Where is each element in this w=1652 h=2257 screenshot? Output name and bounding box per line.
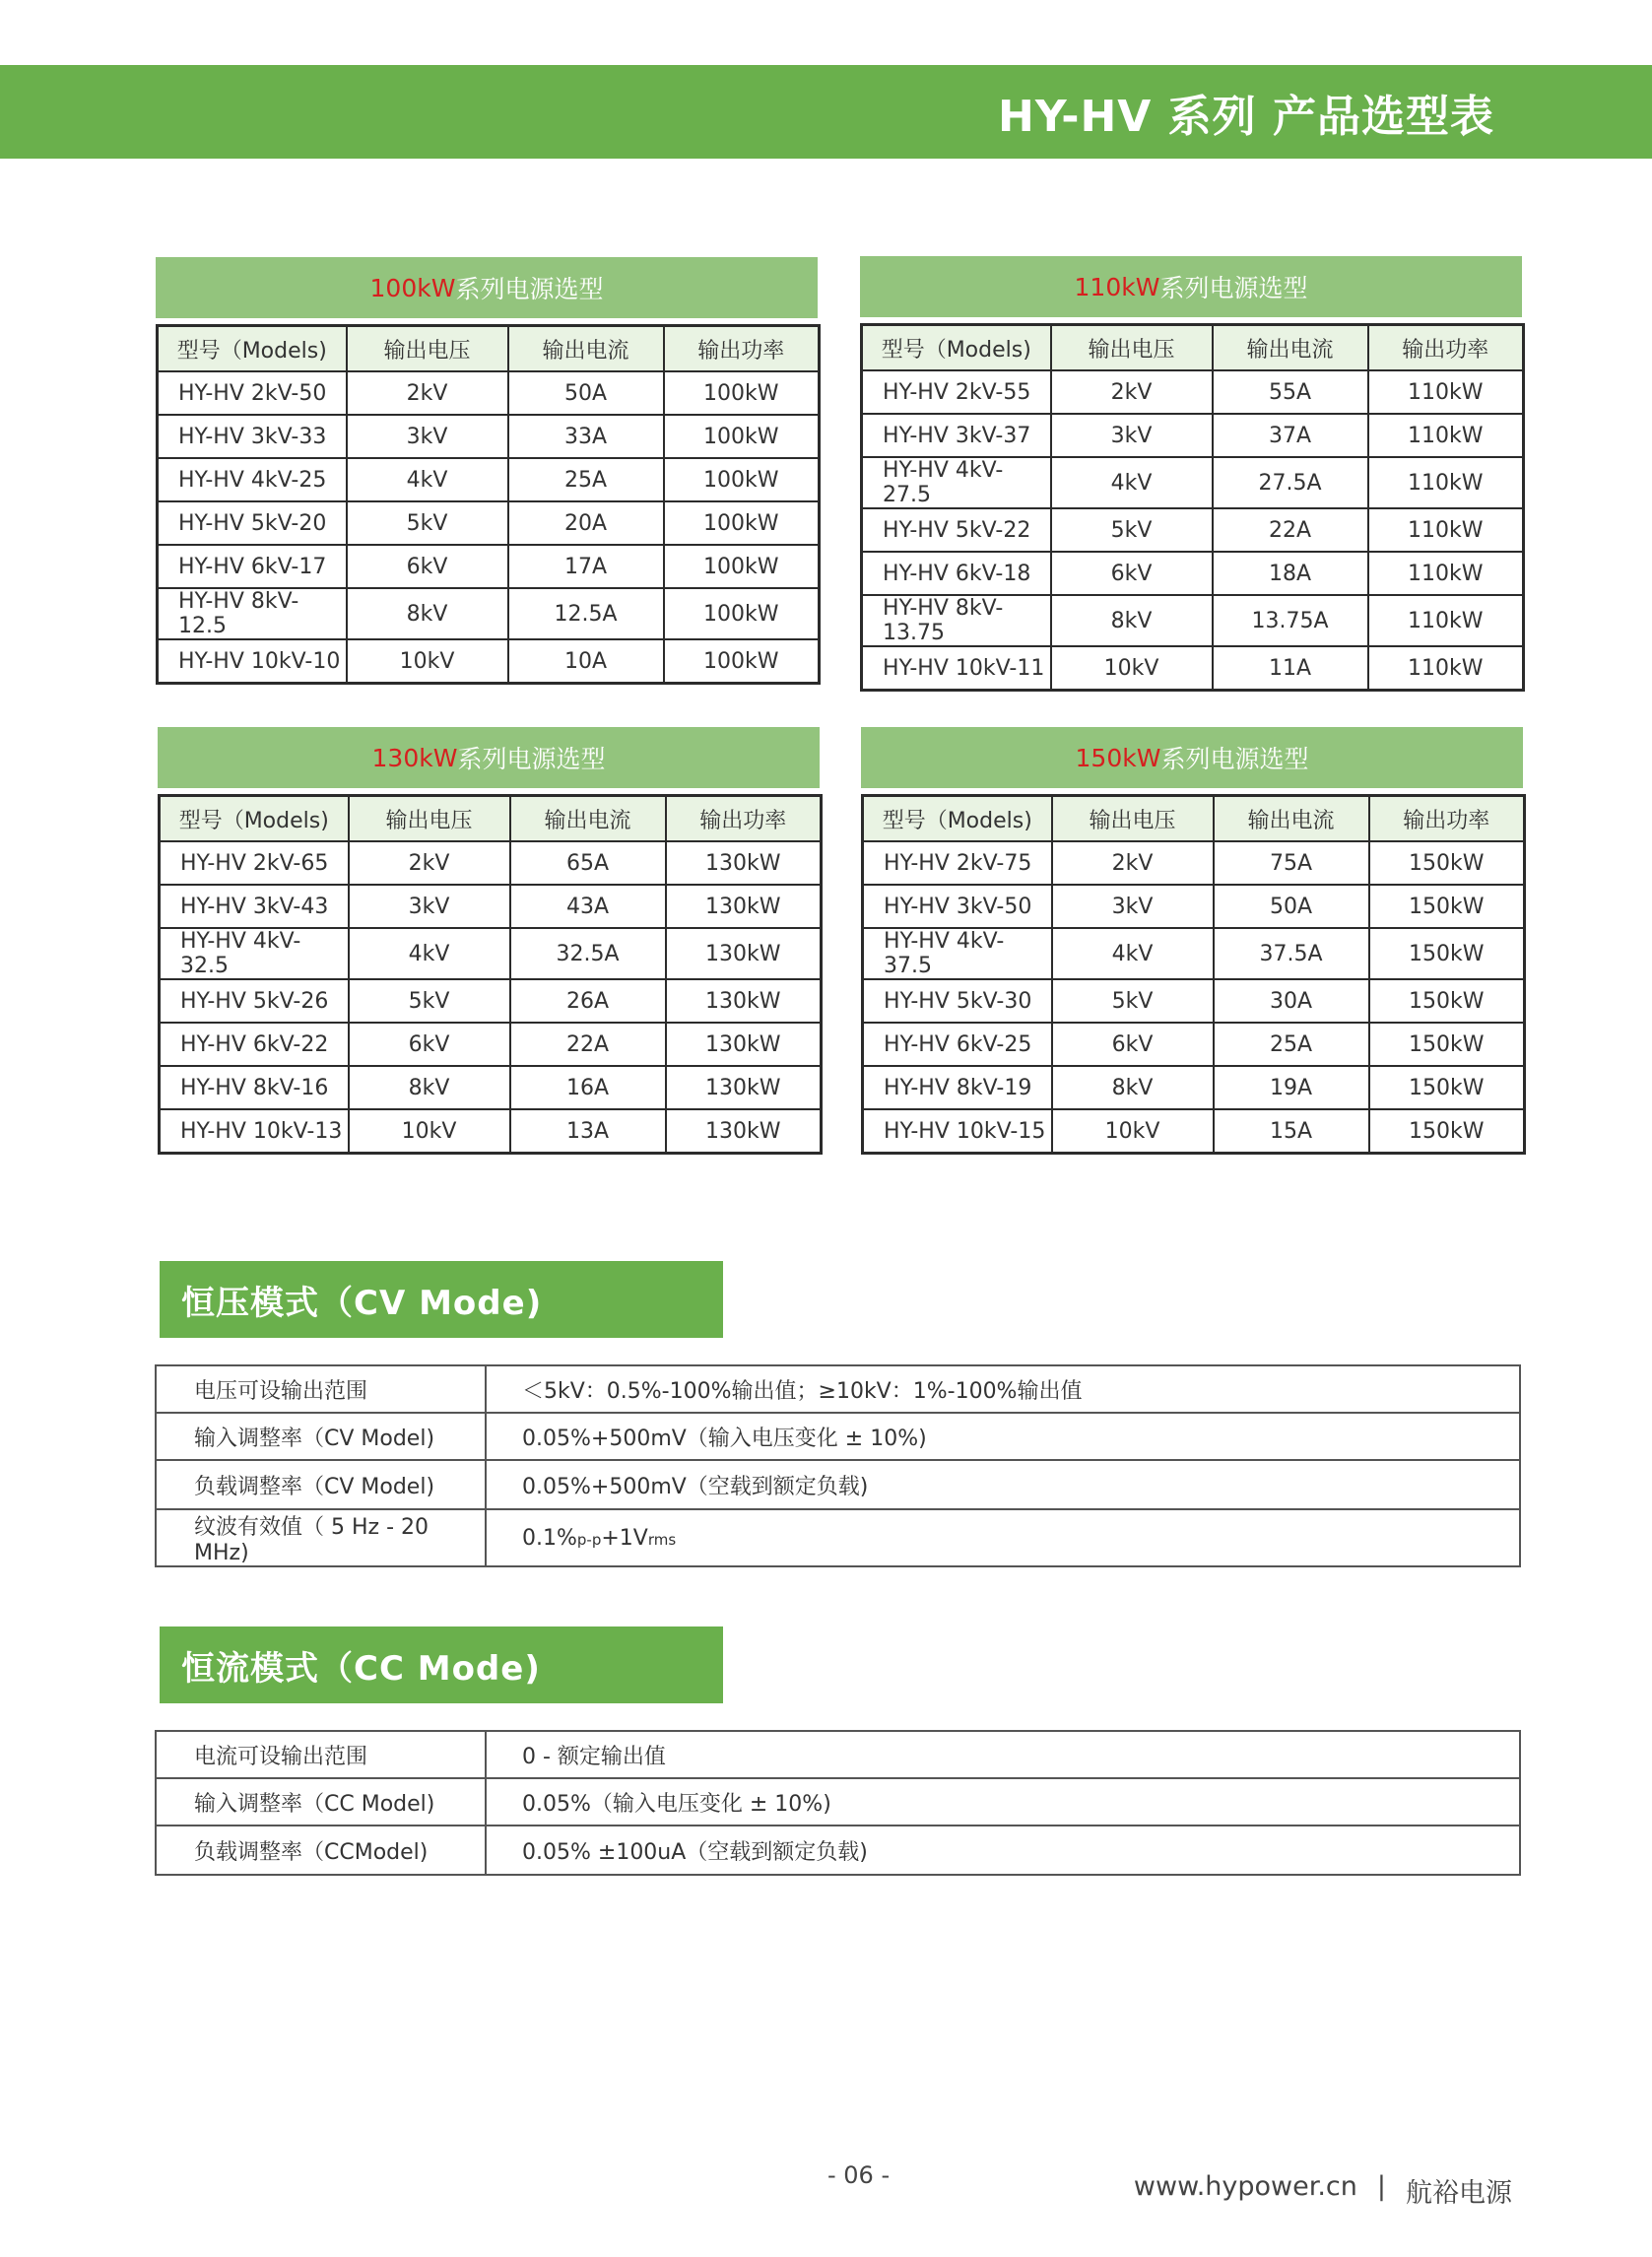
table-row — [863, 1109, 1525, 1154]
power-cell: 110kW — [1368, 508, 1524, 552]
table-row — [158, 415, 820, 458]
product-table-150kw — [861, 727, 1523, 1155]
table-caption: 110kW 系列电源选型 — [860, 256, 1522, 317]
column-header: 输出电压 — [1051, 325, 1213, 371]
voltage-cell: 3kV — [349, 885, 510, 928]
table-row — [156, 1826, 1520, 1875]
cv-mode-banner: 恒压模式（CV Mode) — [160, 1261, 723, 1338]
spec-table — [860, 323, 1525, 692]
voltage-cell: 2kV — [347, 371, 508, 415]
voltage-cell: 4kV — [1051, 457, 1213, 508]
power-cell: 130kW — [666, 1066, 822, 1109]
model-cell: HY-HV 8kV-13.75 — [862, 595, 1051, 646]
current-cell: 19A — [1214, 1066, 1369, 1109]
table-row — [156, 1365, 1520, 1413]
current-cell: 30A — [1214, 979, 1369, 1023]
table-header-row — [862, 325, 1524, 371]
power-cell: 150kW — [1369, 1023, 1525, 1066]
cv-mode-table — [155, 1364, 1521, 1567]
current-cell: 25A — [1214, 1023, 1369, 1066]
current-cell: 20A — [508, 501, 664, 545]
table-row — [156, 1731, 1520, 1778]
footer-site — [1134, 2171, 1512, 2210]
table-row — [863, 979, 1525, 1023]
current-cell: 33A — [508, 415, 664, 458]
model-cell: HY-HV 2kV-75 — [863, 841, 1052, 885]
voltage-cell: 10kV — [349, 1109, 510, 1154]
model-cell: HY-HV 3kV-33 — [158, 415, 347, 458]
spec-label: 输入调整率（CC Model) — [156, 1778, 486, 1826]
power-cell: 100kW — [664, 371, 820, 415]
column-header: 输出电流 — [1214, 796, 1369, 842]
voltage-cell: 5kV — [347, 501, 508, 545]
column-header: 输出电压 — [1052, 796, 1214, 842]
voltage-cell: 3kV — [1052, 885, 1214, 928]
column-header: 输出电流 — [1213, 325, 1368, 371]
current-cell: 26A — [510, 979, 666, 1023]
spec-label: 纹波有效值（ 5 Hz - 20 MHz) — [156, 1509, 486, 1566]
model-cell: HY-HV 2kV-50 — [158, 371, 347, 415]
current-cell: 65A — [510, 841, 666, 885]
current-cell: 13A — [510, 1109, 666, 1154]
brand-name: 航裕电源 — [1406, 2178, 1512, 2209]
power-cell: 100kW — [664, 501, 820, 545]
voltage-cell: 6kV — [349, 1023, 510, 1066]
cc-mode-table — [155, 1730, 1521, 1876]
table-row — [862, 646, 1524, 691]
model-cell: HY-HV 6kV-22 — [160, 1023, 349, 1066]
spec-table — [156, 324, 821, 685]
power-cell: 130kW — [666, 928, 822, 979]
model-cell: HY-HV 4kV-37.5 — [863, 928, 1052, 979]
model-cell: HY-HV 2kV-65 — [160, 841, 349, 885]
current-cell: 25A — [508, 458, 664, 501]
power-cell: 100kW — [664, 639, 820, 684]
table-row — [160, 885, 822, 928]
spec-value: 0.05%（输入电压变化 ± 10%) — [486, 1778, 1520, 1826]
current-cell: 22A — [510, 1023, 666, 1066]
spec-label: 负载调整率（CCModel) — [156, 1826, 486, 1875]
spec-label: 负载调整率（CV Model) — [156, 1460, 486, 1509]
spec-label: 电压可设输出范围 — [156, 1365, 486, 1413]
power-cell: 150kW — [1369, 979, 1525, 1023]
voltage-cell: 6kV — [1052, 1023, 1214, 1066]
model-cell: HY-HV 10kV-11 — [862, 646, 1051, 691]
column-header: 型号（Models) — [862, 325, 1051, 371]
current-cell: 50A — [508, 371, 664, 415]
power-cell: 110kW — [1368, 414, 1524, 457]
spec-value: 0.05%+500mV（输入电压变化 ± 10%) — [486, 1413, 1520, 1460]
model-cell: HY-HV 8kV-12.5 — [158, 588, 347, 639]
column-header: 输出功率 — [1369, 796, 1525, 842]
current-cell: 11A — [1213, 646, 1368, 691]
voltage-cell: 10kV — [1052, 1109, 1214, 1154]
website-link[interactable]: www.hypower.cn — [1133, 2171, 1357, 2202]
current-cell: 43A — [510, 885, 666, 928]
table-row — [160, 1023, 822, 1066]
model-cell: HY-HV 3kV-50 — [863, 885, 1052, 928]
spec-value: 0.05% ±100uA（空载到额定负载) — [486, 1826, 1520, 1875]
product-table-110kw — [860, 256, 1522, 692]
power-cell: 130kW — [666, 841, 822, 885]
power-cell: 130kW — [666, 885, 822, 928]
header-band — [0, 65, 1652, 159]
footer-separator: | — [1376, 2171, 1386, 2202]
table-row — [158, 371, 820, 415]
voltage-cell: 3kV — [1051, 414, 1213, 457]
power-cell: 130kW — [666, 1109, 822, 1154]
power-cell: 130kW — [666, 1023, 822, 1066]
power-cell: 150kW — [1369, 928, 1525, 979]
spec-value: 0.1%p-p+1Vrms — [486, 1509, 1520, 1566]
page-title: HY-HV 系列 产品选型表 — [998, 91, 1494, 142]
power-cell: 150kW — [1369, 1109, 1525, 1154]
current-cell: 27.5A — [1213, 457, 1368, 508]
column-header: 型号（Models) — [160, 796, 349, 842]
model-cell: HY-HV 6kV-17 — [158, 545, 347, 588]
table-row — [863, 1023, 1525, 1066]
table-row — [862, 370, 1524, 414]
table-row — [156, 1413, 1520, 1460]
product-table-100kw — [156, 257, 818, 685]
model-cell: HY-HV 5kV-26 — [160, 979, 349, 1023]
power-cell: 100kW — [664, 415, 820, 458]
column-header: 输出电压 — [347, 326, 508, 372]
table-row — [863, 1066, 1525, 1109]
table-caption: 100kW 系列电源选型 — [156, 257, 818, 318]
spec-label: 输入调整率（CV Model) — [156, 1413, 486, 1460]
table-row — [158, 501, 820, 545]
table-caption: 150kW 系列电源选型 — [861, 727, 1523, 788]
column-header: 型号（Models) — [158, 326, 347, 372]
spec-value: 0.05%+500mV（空载到额定负载) — [486, 1460, 1520, 1509]
table-header-row — [160, 796, 822, 842]
power-cell: 110kW — [1368, 595, 1524, 646]
voltage-cell: 3kV — [347, 415, 508, 458]
current-cell: 75A — [1214, 841, 1369, 885]
model-cell: HY-HV 4kV-32.5 — [160, 928, 349, 979]
spec-table — [158, 794, 823, 1155]
power-cell: 100kW — [664, 545, 820, 588]
voltage-cell: 10kV — [347, 639, 508, 684]
model-cell: HY-HV 8kV-19 — [863, 1066, 1052, 1109]
table-row — [156, 1778, 1520, 1826]
spec-value: 0 - 额定输出值 — [486, 1731, 1520, 1778]
table-row — [158, 545, 820, 588]
voltage-cell: 5kV — [349, 979, 510, 1023]
column-header: 输出功率 — [666, 796, 822, 842]
voltage-cell: 2kV — [1051, 370, 1213, 414]
model-cell: HY-HV 4kV-27.5 — [862, 457, 1051, 508]
table-row — [862, 457, 1524, 508]
model-cell: HY-HV 10kV-13 — [160, 1109, 349, 1154]
voltage-cell: 4kV — [1052, 928, 1214, 979]
voltage-cell: 8kV — [349, 1066, 510, 1109]
voltage-cell: 6kV — [347, 545, 508, 588]
model-cell: HY-HV 10kV-10 — [158, 639, 347, 684]
model-cell: HY-HV 6kV-18 — [862, 552, 1051, 595]
table-row — [862, 552, 1524, 595]
power-cell: 110kW — [1368, 457, 1524, 508]
model-cell: HY-HV 5kV-22 — [862, 508, 1051, 552]
page-number: - 06 - — [827, 2161, 891, 2189]
table-row — [160, 841, 822, 885]
current-cell: 18A — [1213, 552, 1368, 595]
voltage-cell: 2kV — [349, 841, 510, 885]
current-cell: 32.5A — [510, 928, 666, 979]
spec-label: 电流可设输出范围 — [156, 1731, 486, 1778]
current-cell: 13.75A — [1213, 595, 1368, 646]
model-cell: HY-HV 5kV-30 — [863, 979, 1052, 1023]
table-header-row — [158, 326, 820, 372]
power-cell: 100kW — [664, 588, 820, 639]
voltage-cell: 5kV — [1051, 508, 1213, 552]
current-cell: 15A — [1214, 1109, 1369, 1154]
table-row — [156, 1460, 1520, 1509]
current-cell: 10A — [508, 639, 664, 684]
table-row — [158, 458, 820, 501]
power-cell: 130kW — [666, 979, 822, 1023]
voltage-cell: 8kV — [347, 588, 508, 639]
current-cell: 12.5A — [508, 588, 664, 639]
model-cell: HY-HV 4kV-25 — [158, 458, 347, 501]
current-cell: 17A — [508, 545, 664, 588]
table-header-row — [863, 796, 1525, 842]
model-cell: HY-HV 2kV-55 — [862, 370, 1051, 414]
current-cell: 16A — [510, 1066, 666, 1109]
power-cell: 110kW — [1368, 646, 1524, 691]
table-row — [158, 588, 820, 639]
voltage-cell: 8kV — [1051, 595, 1213, 646]
column-header: 输出电流 — [508, 326, 664, 372]
table-row — [160, 1066, 822, 1109]
table-row — [862, 595, 1524, 646]
current-cell: 37.5A — [1214, 928, 1369, 979]
model-cell: HY-HV 8kV-16 — [160, 1066, 349, 1109]
column-header: 输出功率 — [1368, 325, 1524, 371]
model-cell: HY-HV 6kV-25 — [863, 1023, 1052, 1066]
table-row — [863, 841, 1525, 885]
voltage-cell: 4kV — [349, 928, 510, 979]
column-header: 输出功率 — [664, 326, 820, 372]
current-cell: 50A — [1214, 885, 1369, 928]
table-caption: 130kW 系列电源选型 — [158, 727, 820, 788]
column-header: 输出电压 — [349, 796, 510, 842]
table-row — [160, 979, 822, 1023]
column-header: 型号（Models) — [863, 796, 1052, 842]
voltage-cell: 5kV — [1052, 979, 1214, 1023]
power-cell: 110kW — [1368, 370, 1524, 414]
cc-mode-banner: 恒流模式（CC Mode) — [160, 1626, 723, 1703]
voltage-cell: 2kV — [1052, 841, 1214, 885]
column-header: 输出电流 — [510, 796, 666, 842]
model-cell: HY-HV 3kV-43 — [160, 885, 349, 928]
table-row — [160, 1109, 822, 1154]
model-cell: HY-HV 5kV-20 — [158, 501, 347, 545]
table-row — [863, 885, 1525, 928]
table-row — [158, 639, 820, 684]
table-row — [160, 928, 822, 979]
power-cell: 100kW — [664, 458, 820, 501]
power-cell: 110kW — [1368, 552, 1524, 595]
current-cell: 55A — [1213, 370, 1368, 414]
voltage-cell: 6kV — [1051, 552, 1213, 595]
table-row — [156, 1509, 1520, 1566]
table-row — [862, 414, 1524, 457]
voltage-cell: 4kV — [347, 458, 508, 501]
power-cell: 150kW — [1369, 841, 1525, 885]
power-cell: 150kW — [1369, 1066, 1525, 1109]
spec-value: ＜5kV：0.5%-100%输出值；≥10kV：1%-100%输出值 — [486, 1365, 1520, 1413]
table-row — [862, 508, 1524, 552]
power-cell: 150kW — [1369, 885, 1525, 928]
model-cell: HY-HV 3kV-37 — [862, 414, 1051, 457]
spec-table — [861, 794, 1526, 1155]
voltage-cell: 10kV — [1051, 646, 1213, 691]
current-cell: 22A — [1213, 508, 1368, 552]
product-table-130kw — [158, 727, 820, 1155]
current-cell: 37A — [1213, 414, 1368, 457]
model-cell: HY-HV 10kV-15 — [863, 1109, 1052, 1154]
voltage-cell: 8kV — [1052, 1066, 1214, 1109]
table-row — [863, 928, 1525, 979]
